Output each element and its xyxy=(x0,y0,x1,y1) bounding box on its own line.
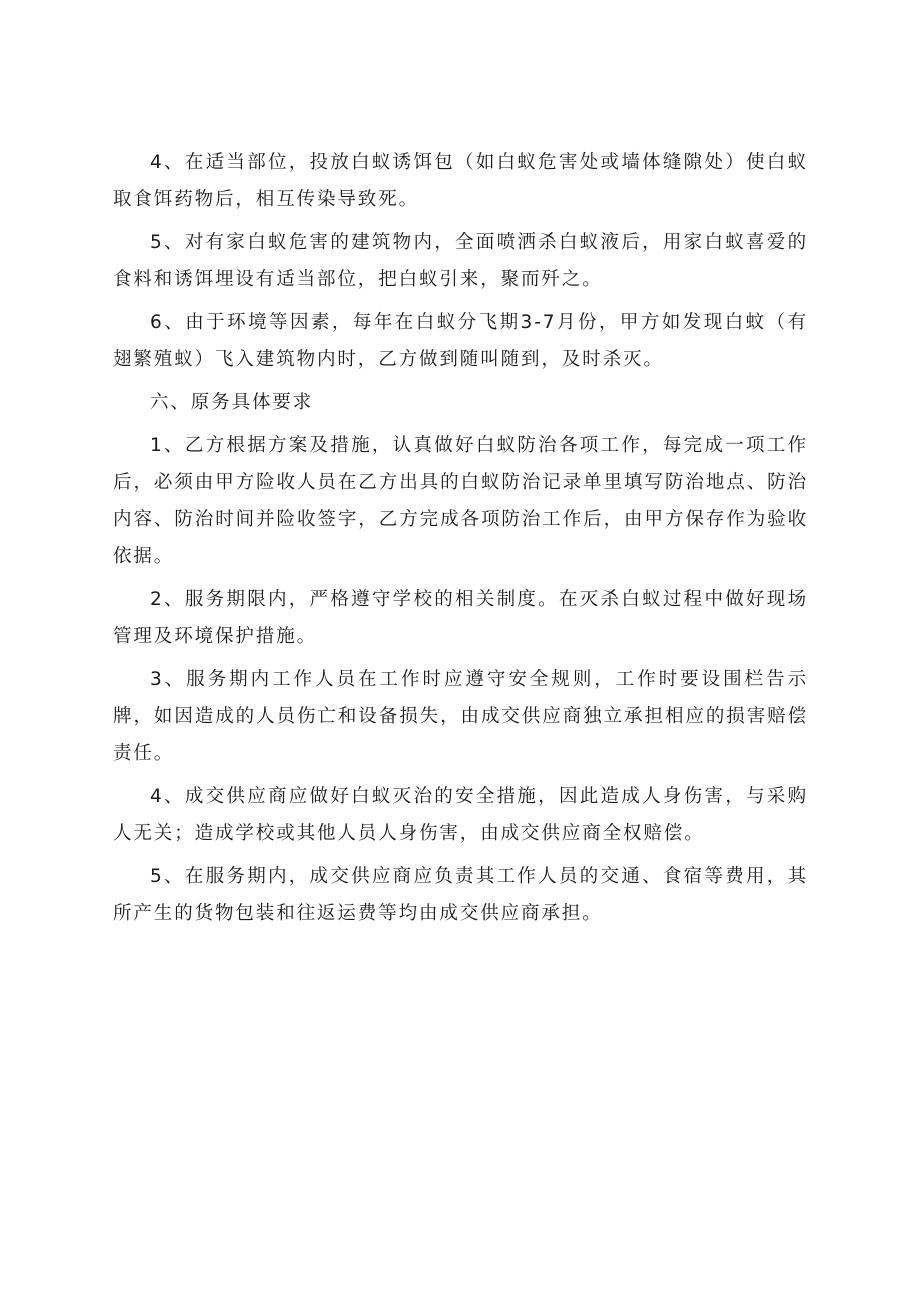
requirement-item-1: 1、乙方根据方案及措施，认真做好白蚁防治各项工作，每完成一项工作后，必须由甲方险收人员在乙方出具的白蚁防治记录单里填写防治地点、防治内容、防治时间并险收签字，乙方完成各项防治工作后，由甲方保存作为验收依据。 xyxy=(113,435,808,567)
requirement-item-5: 5、在服务期内，成交供应商应负责其工作人员的交通、食宿等费用，其所产生的货物包装和往返运费等均由成交供应商承担。 xyxy=(113,866,808,924)
paragraph-item-4: 4、在适当部位，投放白蚁诱饵包（如白蚁危害处或墙体缝隙处）使白蚁取食饵药物后，相互传染导致死。 xyxy=(113,152,808,210)
document-body xyxy=(113,144,808,938)
requirement-item-2: 2、服务期限内，严格遵守学校的相关制度。在灭杀白蚁过程中做好现场管理及环境保护措施。 xyxy=(113,589,808,647)
section-heading: 六、原务具体要求 xyxy=(150,392,314,413)
paragraph-item-6: 6、由于环境等因素，每年在白蚁分飞期3-7月份，甲方如发现白蚊（有翅繁殖蚁）飞入建筑物内时，乙方做到随叫随到，及时杀灭。 xyxy=(113,312,808,370)
requirement-item-4: 4、成交供应商应做好白蚁灭治的安全措施，因此造成人身伤害，与采购人无关；造成学校或其他人员人身伤害，由成交供应商全权赔偿。 xyxy=(113,786,808,844)
paragraph-item-5: 5、对有家白蚁危害的建筑物内，全面喷洒杀白蚁液后，用家白蚁喜爱的食料和诱饵埋设有适当部位，把白蚁引来，聚而歼之。 xyxy=(113,232,808,290)
requirement-item-3: 3、服务期内工作人员在工作时应遵守安全规则，工作时要设围栏告示牌，如因造成的人员伤亡和设备损失，由成交供应商独立承担相应的损害赔偿责任。 xyxy=(113,669,808,764)
